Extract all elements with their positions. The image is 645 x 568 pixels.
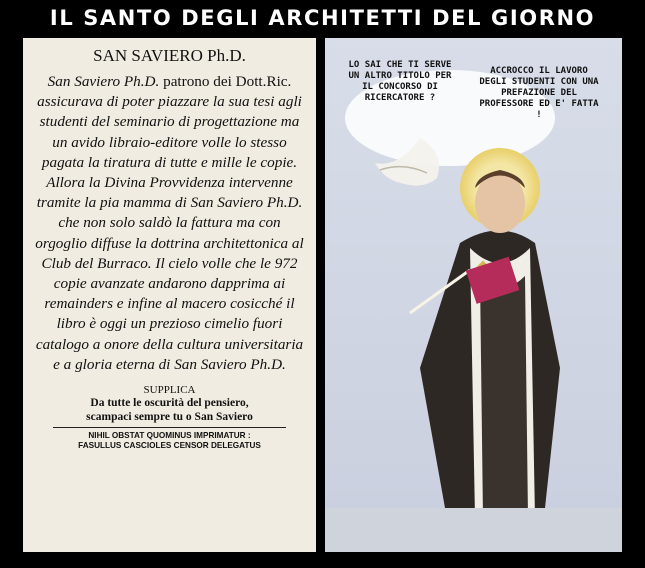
speech-bubble-left: LO SAI CHE TI SERVE UN ALTRO TITOLO PER IL CONCORSO DI RICERCATORE ? [348,60,452,103]
story-degree: Dott.Ric. [235,73,292,90]
nihil-obstat-line-1: NIHIL OBSTAT QUOMINUS IMPRIMATUR : [88,431,251,441]
saint-story [33,72,306,375]
divider [53,427,286,428]
story-text: assicurava di poter piazzare la sua tesi agli studenti del seminario di progettazione ma un avido libraio-editore volle lo stesso pagata la tiratura di tutte e mille le copie. Allora la Divina Provvidenza intervenne tramite la pia mamma di San Saviero Ph.D. che non solo saldò la fattura ma con orgoglio diffuse la dottrina architettonica al Club del Burraco. Il cielo volle che le 972 copie avanzate andarono dapprima ai remainders e infine al macero cosicché il libro è oggi un prezioso cimelio fuori catalogo a onore della cultura universitaria e a gloria eterna di San Saviero Ph.D. [35,93,304,373]
holy-card-text-panel [23,38,316,552]
speech-bubble-right: ACCROCCO IL LAVORO DEGLI STUDENTI CON UNA PREFAZIONE DEL PROFESSORE ED E' FATTA ! [479,66,599,120]
prayer-line-1: Da tutte le oscurità del pensiero, [90,397,249,410]
story-patron: patrono dei [163,73,232,90]
supplica-heading: SUPPLICA [143,384,196,397]
nihil-obstat-line-2: FASULLUS CASCIOLES CENSOR DELEGATUS [78,441,261,451]
story-saint-name: San Saviero Ph.D. [47,73,160,90]
saint-image-panel [325,38,622,552]
saint-name-heading: SAN SAVIERO Ph.D. [93,46,246,65]
prayer-line-2: scampaci sempre tu o San Saviero [86,411,253,424]
page-title: IL SANTO DEGLI ARCHITETTI DEL GIORNO [49,6,596,30]
